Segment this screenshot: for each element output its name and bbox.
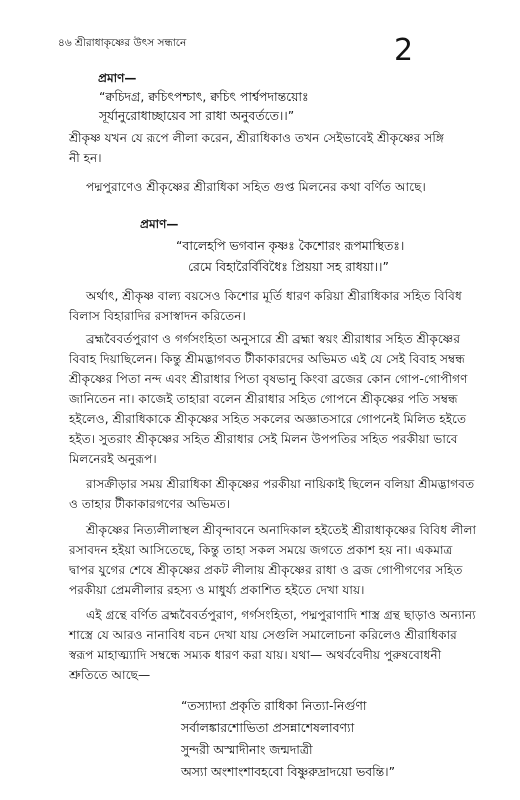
section-heading-2: প্রমাণ— <box>140 217 179 231</box>
verse-line: “বালেহপি ভগবান কৃষ্ণঃ কৈশোরং রূপমাস্থিতঃ। <box>176 238 405 253</box>
paragraph-line: জানিতেন না। কাজেই তাহারা বলেন শ্রীরাধার সহিত গোপনে শ্রীকৃষ্ণের পতি সম্বন্ধ <box>69 392 458 406</box>
verse-line: সুন্দরী অস্মাদীনাং জন্মদাত্রী <box>181 742 313 757</box>
paragraph-line: ও তাহার টীকাকারগণের অভিমত। <box>69 497 231 511</box>
verse-line: সর্বালঙ্কারশোভিতা প্রসন্নাশেষলাবণ্যা <box>181 720 355 735</box>
paragraph-line: বিবাহ দিয়াছিলেন। কিন্তু শ্রীমদ্ভাগবত টীকাকারদের অভিমত এই যে সেই বিবাহ সম্বন্ধ <box>69 352 465 366</box>
verse-line: অস্যা অংশাংশাবহবো বিষ্ণুরুদ্রাদয়ো ভবন্তি।” <box>181 764 396 779</box>
paragraph-line: রসাবদন হইয়া আসিতেছে, কিন্তু তাহা সকল সময়ে জগতে প্রকাশ হয় না। একমাত্র <box>69 543 453 557</box>
paragraph-line: শ্রীকৃষ্ণ যখন যে রূপে লীলা করেন, শ্রীরাধিকাও তখন সেইভাবেই শ্রীকৃষ্ণের সঙ্গি <box>69 131 444 145</box>
paragraph-line: নী হন। <box>69 151 102 165</box>
verse-line: রেমে বিহারৈর্বিবিধৈঃ প্রিয়য়া সহ রাধয়া।।” <box>188 259 389 274</box>
paragraph-line: শাস্ত্রে যে আরও নানাবিধ বচন দেখা যায় সেগুলি সমালোচনা করিলেও শ্রীরাধিকার <box>69 628 457 642</box>
verse-line: সূর্যানুরোধাচ্ছায়েব সা রাধা অনুবর্ততে।।” <box>99 108 295 123</box>
paragraph-line: মিলনেরই অনুরূপ। <box>69 452 157 466</box>
paragraph-line: শ্রুতিতে আছে— <box>69 668 151 682</box>
paragraph-line: স্বরূপ মাহাত্ম্যাদি সম্বন্ধে সম্যক ধারণ করা যায়। যথা— অথর্ববেদীয় পুরুষবোধনী <box>69 648 442 662</box>
verse-line: “ক্বচিদগ্র, ক্বচিৎপশ্চাৎ, ক্বচিৎ পার্শ্বপদান্তয়োঃ <box>99 89 309 104</box>
verse-line: “তস্যাদ্যা প্রকৃতি রাধিকা নিত্যা-নির্গুণা <box>181 698 367 713</box>
paragraph-line: রাসক্রীড়ার সময় শ্রীরাধিকা শ্রীকৃষ্ণের পরকীয়া নায়িকাই ছিলেন বলিয়া শ্রীমদ্ভাগবত <box>86 477 475 491</box>
paragraph-line: শ্রীকৃষ্ণের নিত্যলীলাস্থল শ্রীবৃন্দাবনে অনাদিকাল হইতেই শ্রীরাধাকৃষ্ণের বিবিধ লীলা <box>86 523 477 537</box>
paragraph-line: হইত। সুতরাং শ্রীকৃষ্ণের সহিত শ্রীরাধার সেই মিলন উপপতির সহিত পরকীয়া ভাবে <box>69 432 458 446</box>
paragraph-line: পদ্মপুরাণেও শ্রীকৃষ্ণের শ্রীরাধিকা সহিত গুপ্ত মিলনের কথা বর্ণিত আছে। <box>86 180 426 194</box>
running-head: ৪৬ শ্রীরাধাকৃষ্ণের উৎস সন্ধানে <box>58 37 187 49</box>
page-number: 2 <box>394 33 414 68</box>
paragraph-line: শ্রীকৃষ্ণের পিতা নন্দ এবং শ্রীরাধার পিতা বৃষভানু কিংবা ব্রজের কোন গোপ-গোপীগণ <box>69 372 468 386</box>
paragraph-line: দ্বাপর যুগের শেষে শ্রীকৃষ্ণের প্রকট লীলায় শ্রীকৃষ্ণের রাধা ও ব্রজ গোপীগণের সহিত <box>69 563 463 577</box>
paragraph-line: বিলাস বিহারাদির রসাস্বাদন করিতেন। <box>69 309 246 323</box>
paragraph-line: পরকীয়া প্রেমলীলার রহস্য ও মাধুর্য্য প্রকাশিত হইতে দেখা যায়। <box>69 583 365 597</box>
paragraph-line: এই গ্রন্থে বর্ণিত ব্রহ্মবৈবর্তপুরাণ, গর্গসংহিতা, পদ্মপুরাণাদি শাস্ত্র গ্রন্থ ছাড়াও অন্যান্য <box>86 608 476 622</box>
paragraph-line: ব্রহ্মবৈবর্তপুরাণ ও গর্গসংহিতা অনুসারে শ্রী ব্রহ্মা স্বয়ং শ্রীরাধার সহিত শ্রীকৃষ্ণের <box>86 332 461 346</box>
section-heading-1: প্রমাণ— <box>98 71 137 85</box>
paragraph-line: অর্থাৎ, শ্রীকৃষ্ণ বাল্য বয়সেও কিশোর মূর্তি ধারণ করিয়া শ্রীরাধিকার সহিত বিবিধ <box>86 289 462 303</box>
paragraph-line: হইলেও, শ্রীরাধিকাকে শ্রীকৃষ্ণের সহিত সকলের অজ্ঞাতসারে গোপনেই মিলিত হইতে <box>69 412 467 426</box>
